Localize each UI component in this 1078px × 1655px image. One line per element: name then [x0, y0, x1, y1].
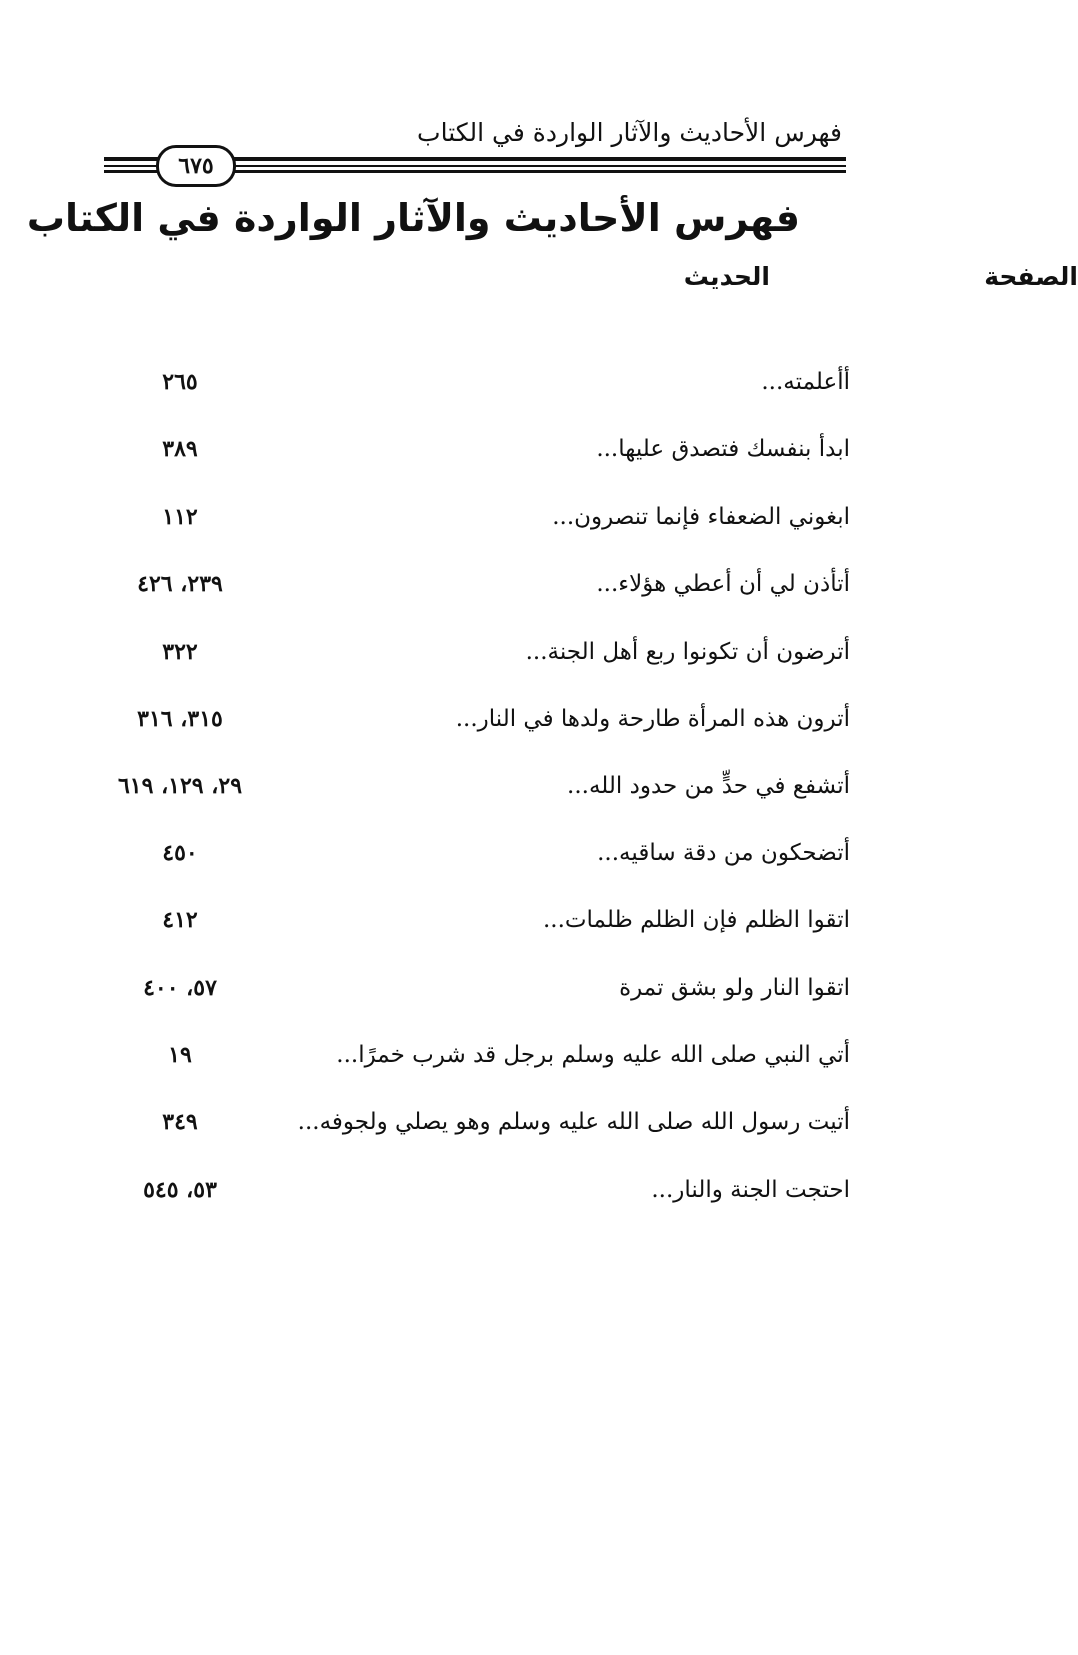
hadith-text: اتقوا الظلم فإن الظلم ظلمات...	[542, 907, 850, 933]
hadith-text: أتأذن لي أن أعطي هؤلاء...	[596, 571, 850, 597]
index-entry	[100, 833, 850, 873]
page-refs: ٣١٥، ٣١٦	[137, 706, 223, 732]
index-entry	[100, 497, 850, 537]
index-entry	[100, 1102, 850, 1142]
index-entry	[100, 1170, 850, 1210]
page-refs: ١٩	[168, 1042, 192, 1068]
index-entry	[100, 900, 850, 940]
page-number-badge: ٦٧٥	[156, 145, 236, 187]
hadith-text: ابغوني الضعفاء فإنما تنصرون...	[552, 504, 850, 530]
index-entry	[100, 632, 850, 672]
column-header-hadith: الحديث	[683, 262, 770, 291]
page-refs: ٢٣٩، ٤٢٦	[137, 571, 223, 597]
hadith-text: أتي النبي صلى الله عليه وسلم برجل قد شرب خمرًا...	[336, 1042, 850, 1068]
hadith-text: ابدأ بنفسك فتصدق عليها...	[596, 436, 850, 462]
index-entry	[100, 699, 850, 739]
page-refs: ٣٤٩	[162, 1109, 198, 1135]
hadith-text: احتجت الجنة والنار...	[651, 1177, 850, 1203]
hadith-text: أترون هذه المرأة طارحة ولدها في النار...	[455, 706, 850, 732]
page-refs: ١١٢	[162, 504, 198, 530]
page-refs: ٣٨٩	[162, 436, 198, 462]
page-refs: ٥٣، ٥٤٥	[143, 1177, 217, 1203]
hadith-text: أتشفع في حدٍّ من حدود الله...	[567, 773, 850, 799]
page-refs: ٤٥٠	[162, 840, 198, 866]
hadith-text: أأعلمته...	[761, 369, 850, 395]
running-header-title: فهرس الأحاديث والآثار الواردة في الكتاب	[417, 118, 842, 147]
hadith-text: أتضحكون من دقة ساقيه...	[597, 840, 850, 866]
page-refs: ٢٩، ١٢٩، ٦١٩	[117, 773, 243, 799]
hadith-text: أتيت رسول الله صلى الله عليه وسلم وهو يصلي ولجوفه...	[297, 1109, 850, 1135]
index-entry	[100, 1035, 850, 1075]
hadith-text: أترضون أن تكونوا ربع أهل الجنة...	[525, 639, 850, 665]
index-entry	[100, 564, 850, 604]
index-entry	[100, 968, 850, 1008]
page-refs: ٥٧، ٤٠٠	[143, 975, 217, 1001]
page-refs: ٢٦٥	[162, 369, 198, 395]
index-entry	[100, 362, 850, 402]
index-entry	[100, 766, 850, 806]
page-refs: ٣٢٢	[162, 639, 198, 665]
hadith-text: اتقوا النار ولو بشق تمرة	[619, 975, 850, 1001]
index-entry	[100, 429, 850, 469]
page-refs: ٤١٢	[162, 907, 198, 933]
index-title: فهرس الأحاديث والآثار الواردة في الكتاب	[26, 196, 800, 240]
column-header-page: الصفحة	[984, 262, 1078, 291]
